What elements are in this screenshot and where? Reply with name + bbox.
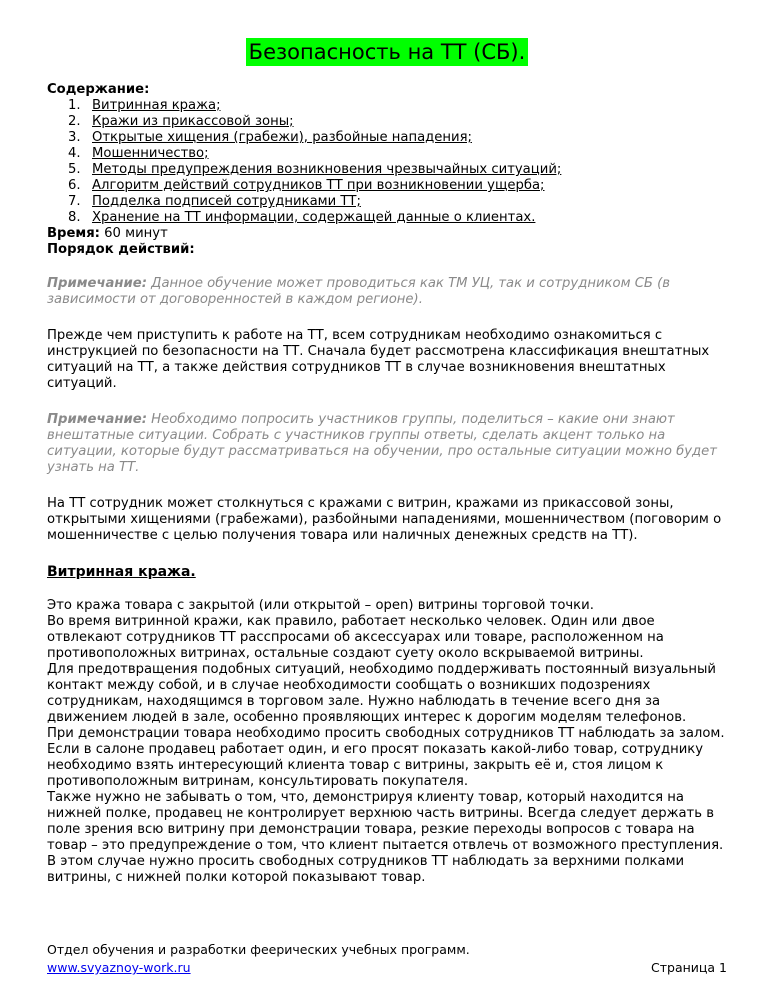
toc-item-link[interactable]: Открытые хищения (грабежи), разбойные нападения;: [92, 130, 472, 145]
toc-item[interactable]: [68, 114, 727, 130]
document-page: [47, 0, 727, 886]
toc-item-number: 5.: [68, 162, 81, 177]
title-wrap: [47, 38, 727, 66]
note-1-text: Данное обучение может проводиться как ТМ УЦ, так и сотрудником СБ (в зависимости от договоренностей в каждом регионе).: [47, 276, 671, 307]
intro-paragraph: Прежде чем приступить к работе на ТТ, всем сотрудникам необходимо ознакомиться с инструкцией по безопасности на ТТ. Сначала будет рассмотрена классификация внештатных ситуаций на ТТ, а также действия сотрудников ТТ в случае возникновения внештатных ситуаций.: [47, 328, 710, 391]
section-body: [47, 598, 727, 886]
toc-item-link[interactable]: Хранение на ТТ информации, содержащей данные о клиентах.: [92, 210, 536, 225]
toc-item-number: 7.: [68, 194, 81, 209]
note-2-label: Примечание:: [47, 412, 147, 427]
page-footer: [47, 941, 727, 977]
toc-heading: Содержание:: [47, 82, 150, 97]
body-line: Также нужно не забывать о том, что, демонстрируя клиенту товар, который находится на нижней полке, продавец не контролирует верхнюю часть витрины. Всегда следует держать в поле зрения всю витрину при демонстрации товара, резкие переходы вопросов с товара на товар – это предупреждение о том, что клиент пытается отвлечь от возможного преступления. В этом случае нужно просить свободных сотрудников ТТ наблюдать за верхними полками витрины, с нижней полки которой показывают товар.: [47, 790, 724, 885]
time-line: [47, 226, 727, 242]
toc-item-number: 1.: [68, 98, 81, 113]
toc-item-link[interactable]: Алгоритм действий сотрудников ТТ при возникновении ущерба;: [92, 178, 545, 193]
toc-list: [47, 98, 727, 226]
toc-item[interactable]: [68, 210, 727, 226]
toc-item-link[interactable]: Подделка подписей сотрудниками ТТ;: [92, 194, 361, 209]
body-line: Для предотвращения подобных ситуаций, необходимо поддерживать постоянный визуальный контакт между собой, и в случае необходимости сообщать о возникших подозрениях сотрудникам, находящимся в торговом зале. Нужно наблюдать в течение всего дня за движением людей в зале, особенно проявляющих интерес к дорогим моделям телефонов.: [47, 662, 716, 725]
toc-item-number: 2.: [68, 114, 81, 129]
note-2: [47, 412, 727, 476]
toc-item-number: 3.: [68, 130, 81, 145]
section-heading: Витринная кража.: [47, 564, 196, 580]
page-number: Страница 1: [651, 960, 727, 975]
toc-item-link[interactable]: Мошенничество;: [92, 146, 209, 161]
note-1: [47, 276, 727, 308]
toc-item[interactable]: [68, 98, 727, 114]
threats-paragraph: На ТТ сотрудник может столкнуться с кражами с витрин, кражами из прикассовой зоны, открытыми хищениями (грабежами), разбойными нападениями, мошенничеством (поговорим о мошенничестве с целью получения товара или наличных денежных средств на ТТ).: [47, 496, 722, 543]
order-heading: Порядок действий:: [47, 242, 195, 257]
body-line: Это кража товара с закрытой (или открытой – open) витрины торговой точки.: [47, 598, 594, 613]
toc-item[interactable]: [68, 130, 727, 146]
toc-item-link[interactable]: Кражи из прикассовой зоны;: [92, 114, 294, 129]
body-line: При демонстрации товара необходимо просить свободных сотрудников ТТ наблюдать за залом.: [47, 726, 725, 741]
footer-url-link[interactable]: www.svyaznoy-work.ru: [47, 960, 191, 975]
toc-item-link[interactable]: Витринная кража;: [92, 98, 221, 113]
toc-item-number: 6.: [68, 178, 81, 193]
toc-item[interactable]: [68, 194, 727, 210]
time-label: Время:: [47, 226, 100, 241]
toc-item[interactable]: [68, 162, 727, 178]
toc-item-number: 4.: [68, 146, 81, 161]
body-line: Во время витринной кражи, как правило, работает несколько человек. Один или двое отвлекают сотрудников ТТ расспросами об аксессуарах или товаре, расположенном на противоположных витринах, остальные создают суету около вскрываемой витрины.: [47, 614, 664, 661]
note-1-label: Примечание:: [47, 276, 147, 291]
note-2-text: Необходимо попросить участников группы, поделиться – какие они знают внештатные ситуации. Собрать с участников группы ответы, сделать акцент только на ситуации, которые будут рассматриваться на обучении, про остальные ситуации можно будет узнать на ТТ.: [47, 412, 717, 475]
toc-item-link[interactable]: Методы предупреждения возникновения чрезвычайных ситуаций;: [92, 162, 562, 177]
toc-item[interactable]: [68, 178, 727, 194]
footer-department: Отдел обучения и разработки феерических учебных программ.: [47, 942, 470, 957]
body-line: Если в салоне продавец работает один, и его просят показать какой-либо товар, сотруднику необходимо взять интересующий клиента товар с витрины, закрыть её и, стоя лицом к противоположным витринам, консультировать покупателя.: [47, 742, 704, 789]
time-value: 60 минут: [99, 226, 168, 241]
page-title: Безопасность на ТТ (СБ).: [246, 38, 529, 66]
toc-item-number: 8.: [68, 210, 81, 225]
toc-item[interactable]: [68, 146, 727, 162]
